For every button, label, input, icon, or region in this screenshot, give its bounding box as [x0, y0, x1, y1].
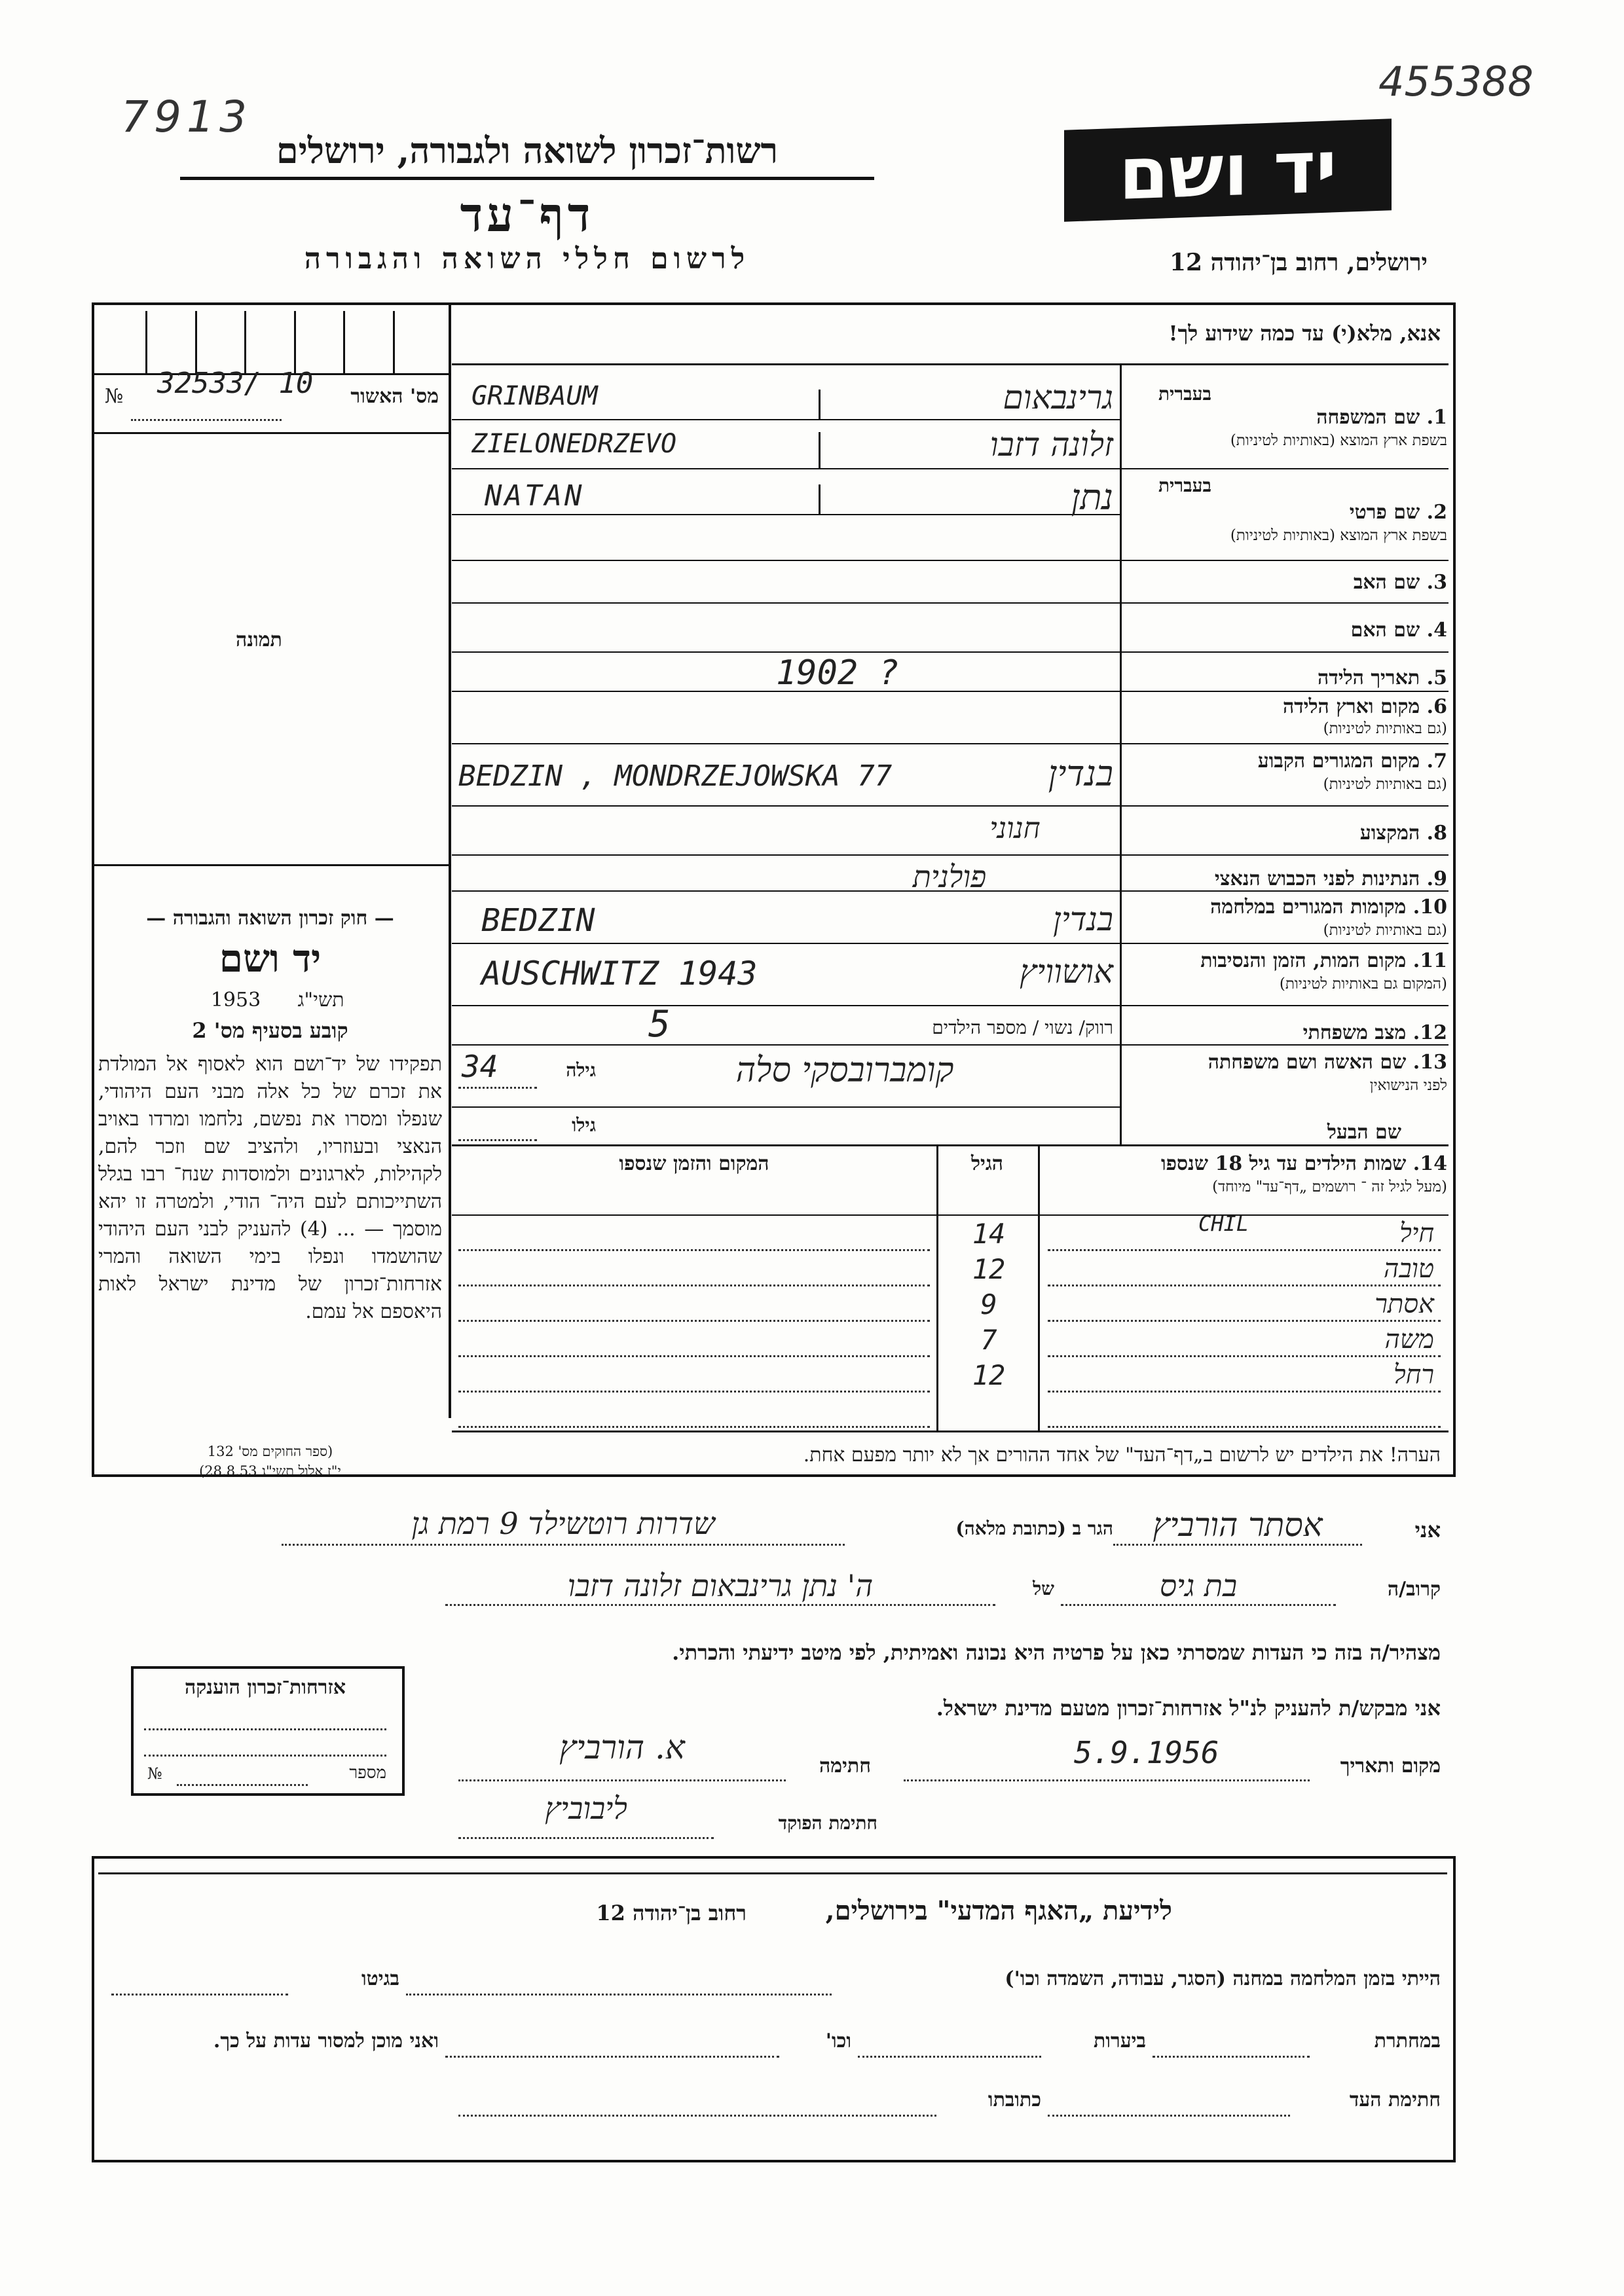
- officer-signature: ליבוביץ: [545, 1791, 627, 1826]
- field-10-label: 10. מקומות המגורים במלחמה: [1210, 896, 1447, 919]
- child-name: משה: [1384, 1324, 1434, 1355]
- declaration-ani: אני: [1414, 1518, 1441, 1542]
- citizenship-number-label: מספר: [349, 1763, 386, 1783]
- law-hebrew-year: תשי"ג: [297, 989, 344, 1011]
- law-ref-date: י"ז אלול תשי"ג 28.8.53): [199, 1463, 341, 1479]
- file-number: 7913: [121, 92, 252, 142]
- law-ref: (ספר החוקים מס' 132: [207, 1444, 333, 1459]
- relation-of-value: ה' נתן גרינבאום זלונה דזבו: [567, 1568, 874, 1603]
- surname-extra-latin: ZIELONEDRZEVO: [471, 429, 677, 459]
- children-age-header: הגיל: [970, 1152, 1004, 1175]
- field-10-sub: (גם באותיות לטיניות): [1323, 922, 1447, 939]
- field-8-label: 8. המקצוע: [1359, 822, 1447, 845]
- law-title: — חוק זכרון השואה והגבורה —: [146, 907, 394, 930]
- field-13-sub: לפני הנישואין: [1369, 1077, 1447, 1094]
- coding-boxes: [98, 311, 442, 373]
- children-remark: הערה! את הילדים יש לרשום ב„דף־העד" של אחד ההורים אך לא יותר מפעם אחת.: [803, 1444, 1441, 1467]
- field-1-label: 1. שם המשפחה: [1316, 406, 1447, 429]
- law-name: יד ושם: [219, 936, 322, 981]
- law-clause: קובע בסעיף מס' 2: [192, 1018, 348, 1043]
- wife-age-label: גילה: [566, 1059, 596, 1081]
- declarant-address: שדרות רוטשילד 9 רמת גן: [411, 1506, 715, 1541]
- child-name: אסתר: [1375, 1289, 1434, 1319]
- form-subtitle: לרשום חללי השואה והגבורה: [304, 242, 750, 276]
- children-note: (מעל לגיל זה ־ רושמים „דף־עד" מיוחד): [1212, 1178, 1447, 1195]
- residence-hebrew: בנדין: [1048, 753, 1113, 794]
- form-title: דף־עד: [460, 187, 595, 242]
- field-2-label: 2. שם פרטי: [1349, 501, 1447, 524]
- field-7-sub: (גם באותיות לטיניות): [1323, 776, 1447, 793]
- bottom-line2a: במחתרת: [1374, 2030, 1441, 2052]
- bottom-line3a: חתימת העד: [1349, 2088, 1441, 2111]
- field-9-label: 9. הנתינות לפני הכבוש הנאצי: [1214, 867, 1447, 890]
- child-age: 9: [980, 1288, 997, 1321]
- yad-vashem-logo: יד ושם: [1064, 118, 1392, 221]
- first-name-hebrew: נתן: [1071, 477, 1113, 518]
- authority-title: רשות־זכרון לשואה ולגבורה, ירושלים: [276, 130, 779, 172]
- death-place-hebrew: אושוויץ: [1020, 953, 1113, 991]
- bottom-line1b: בגיטו: [361, 1967, 399, 1990]
- signature-label: חתימה: [819, 1755, 871, 1777]
- bottom-line2b: ביערות: [1093, 2030, 1146, 2052]
- children-title: 14. שמות הילדים עד גיל 18 שנספו: [1160, 1152, 1447, 1175]
- declaration-request: אני מבקש/ת להעניק לנ"ל אזרחות־זכרון מטעם מדינת ישראל.: [936, 1696, 1441, 1721]
- child-name-latin: CHIL: [1198, 1211, 1249, 1236]
- declarant-name: אסתר הורביץ: [1153, 1506, 1323, 1544]
- wife-name: קומברובסקי סלה: [735, 1051, 954, 1090]
- field-4-label: 4. שם האם: [1350, 619, 1447, 642]
- field-12-label: 12. מצב משפחתי: [1302, 1021, 1447, 1044]
- field-6-sub: (גם באותיות לטיניות): [1323, 720, 1447, 737]
- bottom-line3b: כתובתו: [987, 2088, 1041, 2111]
- surname-extra-hebrew: זלונה דזבו: [989, 426, 1113, 464]
- child-age: 7: [980, 1324, 997, 1356]
- approval-no-sign: №: [105, 385, 124, 408]
- field-2-sub: בשפת ארץ המוצא (באותיות לטיניות): [1230, 527, 1447, 544]
- hebrew-label-1: בעברית: [1158, 383, 1211, 405]
- place-date-label: מקום ותאריך: [1340, 1755, 1441, 1777]
- occupation: חנוני: [989, 812, 1041, 845]
- law-year: 1953: [210, 989, 261, 1011]
- residence-latin: BEDZIN , MONDRZEJOWSKA 77: [458, 759, 893, 793]
- field-11-sub: (המקום גם באותיות לטיניות): [1279, 975, 1447, 993]
- wartime-residence-hebrew: בנדין: [1052, 900, 1113, 938]
- child-age: 14: [972, 1218, 1006, 1250]
- approval-number: 32533/ 10: [157, 367, 314, 400]
- residing-label: הגר ב (כתובת מלאה): [955, 1518, 1113, 1539]
- bottom-line2c: וכו': [825, 2030, 851, 2052]
- husband-label: שם הבעל: [1327, 1121, 1401, 1144]
- field-3-label: 3. שם האב: [1353, 571, 1447, 594]
- bottom-line2d: ואני מוכן למסור עדות על כך.: [213, 2030, 439, 2052]
- child-name: רחל: [1393, 1360, 1434, 1390]
- field-6-label: 6. מקום וארץ הלידה: [1282, 695, 1447, 718]
- nationality: פולנית: [912, 859, 987, 894]
- photo-label: תמונה: [236, 629, 282, 651]
- relation-label: קרוב/ה: [1387, 1578, 1441, 1601]
- field-7-label: 7. מקום המגורים הקבוע: [1257, 750, 1447, 773]
- intro-text: אנא, מלא(י) עד כמה שידוע לך!: [1168, 321, 1441, 346]
- surname-hebrew: גרינבאום: [1003, 378, 1113, 416]
- field-5-label: 5. תאריך הלידה: [1318, 666, 1447, 689]
- bottom-title: לידיעת „האגף המדעי" בירושלים,: [825, 1895, 1172, 1926]
- address: ירושלים, רחוב בן־יהודה 12: [1169, 249, 1428, 276]
- relation-value: בת גיס: [1159, 1568, 1238, 1603]
- wartime-residence-latin: BEDZIN: [481, 902, 595, 939]
- archive-number: 455388: [1378, 58, 1534, 105]
- marital-status-options: רווק/ נשוי / מספר הילדים: [932, 1017, 1113, 1038]
- children-place-header: המקום והזמן שנספו: [619, 1152, 769, 1175]
- place-date-value: 5.9.1956: [1074, 1735, 1219, 1770]
- field-11-label: 11. מקום המות, הזמן והנסיבות: [1200, 949, 1447, 972]
- bottom-line1a: הייתי בזמן המלחמה במחנה (הסגר, עבודה, השמדה וכו'): [1005, 1967, 1441, 1990]
- first-name-latin: NATAN: [485, 479, 585, 513]
- child-age: 12: [972, 1253, 1006, 1285]
- field-13-label: 13. שם האשה ושם משפחתה: [1208, 1051, 1447, 1074]
- surname-latin: GRINBAUM: [471, 381, 598, 411]
- wife-age: 34: [462, 1049, 498, 1084]
- death-place-latin: AUSCHWITZ 1943: [481, 955, 758, 993]
- officer-signature-label: חתימת הפוקד: [778, 1812, 877, 1834]
- declaration-statement: מצהיר/ה בזה כי העדות שמסרתי כאן על פרטיה היא נכונה ואמיתית, לפי מיטב ידיעתי והכרתי.: [672, 1640, 1441, 1665]
- citizenship-title: אזרחות־זכרון הוענקה: [184, 1676, 346, 1699]
- husband-age-label: גילו: [572, 1114, 596, 1136]
- child-name: טובה: [1383, 1254, 1434, 1284]
- child-name: חיל: [1399, 1218, 1434, 1248]
- approval-label: מס' האשור: [350, 385, 439, 408]
- law-text: תפקידו של יד־ושם הוא לאסוף אל המולדת את זכרם של כל אלה מבני העם היהודי, שנפלו ומסרו את נפשם, נלחמו ומרדו באויב הנאצי ובעוזריו, ולהציב שם וזכר להם, לקהילות, לארגונים ולמוסדות שנח־ רבו בגלל השתייכותם לעם היה־ הודי, ולמטרה זו יהא מוסמך — ... (4) להעניק לבני העם היהודי שהושמדו ונפלו בימי השואה והמרי אזרחות־זכרון של מדינת ישראל לאות היאספם אל עמם.: [98, 1053, 442, 1323]
- hebrew-label-2: בעברית: [1158, 475, 1211, 496]
- relation-of-label: של: [1033, 1578, 1054, 1599]
- declarant-signature: א. הורביץ: [559, 1728, 685, 1766]
- bottom-address: רחוב בן־יהודה 12: [596, 1901, 747, 1925]
- child-age: 12: [972, 1359, 1006, 1391]
- birth-date: 1902 ?: [776, 653, 899, 693]
- field-1-sub: בשפת ארץ המוצא (באותיות לטיניות): [1230, 432, 1447, 449]
- number-of-children: 5: [648, 1003, 671, 1046]
- citizenship-no-sign: №: [147, 1764, 162, 1783]
